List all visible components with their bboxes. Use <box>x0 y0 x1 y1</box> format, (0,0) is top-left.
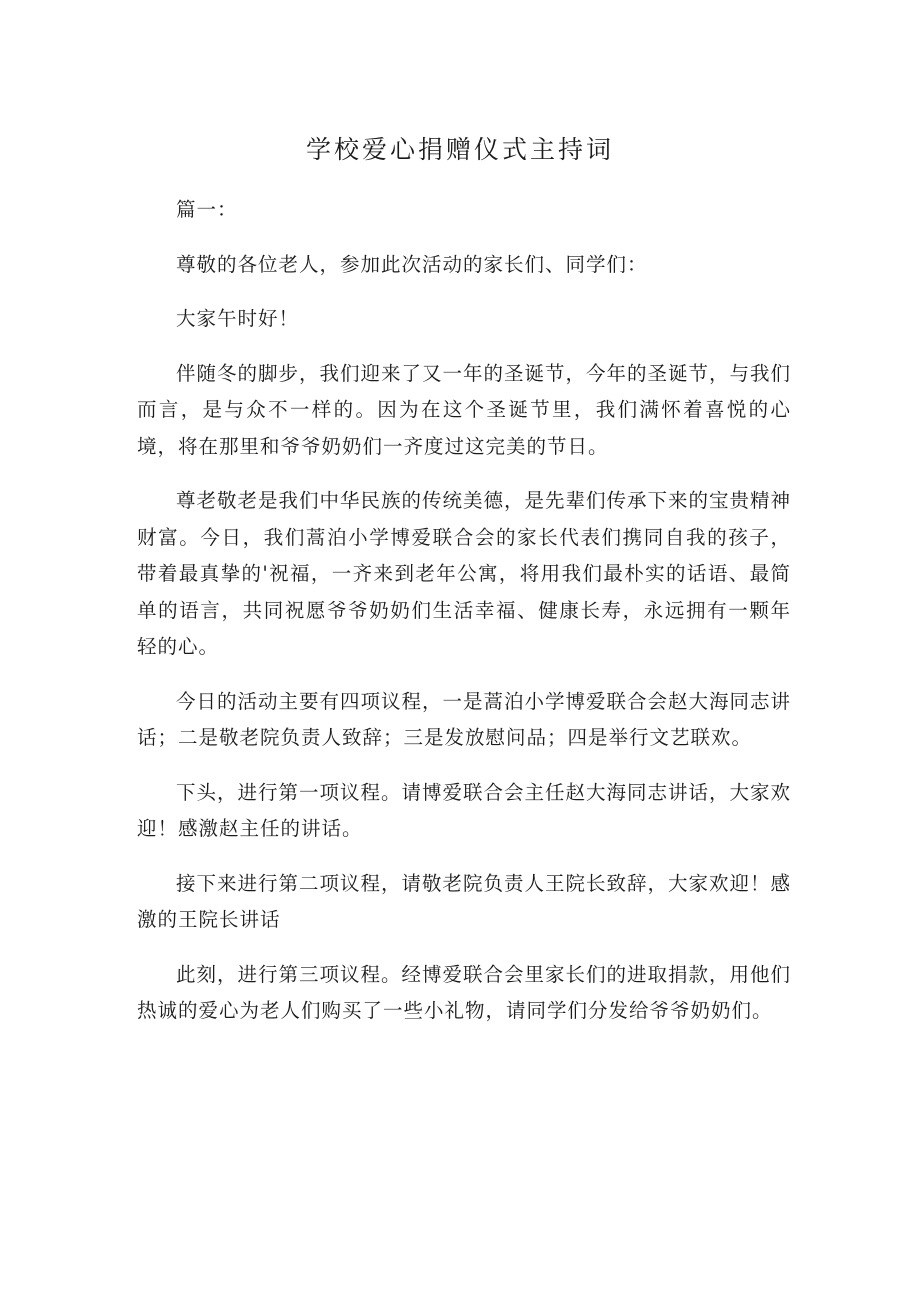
paragraph-item-two: 接下来进行第二项议程，请敬老院负责人王院长致辞，大家欢迎！感激的王院长讲话 <box>137 871 792 931</box>
paragraph-item-three: 此刻，进行第三项议程。经博爱联合会里家长们的进取捐款，用他们热诚的爱心为老人们购买了一些小礼物，请同学们分发给爷爷奶奶们。 <box>137 962 792 1022</box>
paragraph-greeting: 大家午时好！ <box>176 307 300 330</box>
document-body <box>137 192 791 1048</box>
document-title: 学校爱心捐赠仪式主持词 <box>305 135 614 164</box>
paragraph-section-label: 篇一： <box>176 198 238 221</box>
paragraph-christmas-intro: 伴随冬的脚步，我们迎来了又一年的圣诞节，今年的圣诞节，与我们而言，是与众不一样的。因为在这个圣诞节里，我们满怀着喜悦的心境，将在那里和爷爷奶奶们一齐度过这完美的节日。 <box>137 361 792 458</box>
paragraph-respect-elders: 尊老敬老是我们中华民族的传统美德，是先辈们传承下来的宝贵精神财富。今日，我们蒿泊小学博爱联合会的家长代表们携同自我的孩子，带着最真挚的'祝福，一齐来到老年公寓，将用我们最朴实的话语、最简单的语言，共同祝愿爷爷奶奶们生活幸福、健康长寿，永远拥有一颗年轻的心。 <box>137 489 792 658</box>
paragraph-agenda: 今日的活动主要有四项议程，一是蒿泊小学博爱联合会赵大海同志讲话；二是敬老院负责人致辞；三是发放慰问品；四是举行文艺联欢。 <box>137 689 792 749</box>
paragraph-salutation: 尊敬的各位老人，参加此次活动的家长们、同学们： <box>176 252 648 276</box>
paragraph-item-one: 下头，进行第一项议程。请博爱联合会主任赵大海同志讲话，大家欢迎！感激赵主任的讲话。 <box>137 780 792 840</box>
